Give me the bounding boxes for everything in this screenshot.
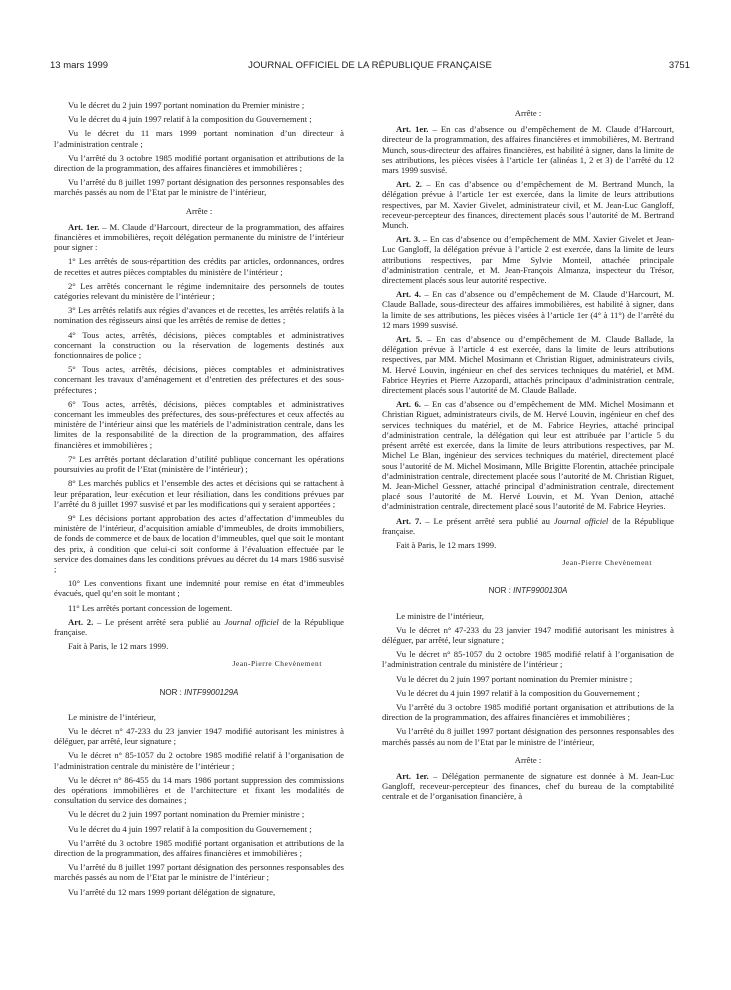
signoff: Fait à Paris, le 12 mars 1999. bbox=[396, 539, 497, 550]
article-paragraph bbox=[382, 771, 674, 802]
article-label: Art. 2. bbox=[396, 179, 422, 190]
list-item: 6° Tous actes, arrêtés, décisions, pièces comptables et administratives concernant les immeubles des préfectures, des sous-préfectures et ceux affectés au ministère de l’intérieur ainsi que les matériels de l’administration centrale, dans les limites de la responsabilité de la direction de la programmation, des affaires financières et immobilières ; bbox=[54, 398, 344, 450]
article-label: Art. 2. bbox=[68, 616, 94, 627]
article-label: Art. 1er. bbox=[396, 770, 429, 781]
article-label: Art. 1er. bbox=[396, 124, 429, 135]
article-text: – En cas d’absence ou d’empêchement de MM. Michel Mosimann et Christian Riguet, administrateurs civils, de M. Hervé Louvin, ingénieur en chef des services techniques du matériel, et de M. Fabrice Heyries, attaché principal d’administration centrale, la délégation qui leur est attribuée par l’article 5 du présent arrêté est exercée, dans la limite de leurs attributions respectives, par M. Michel Le Blan, ingénieur des services techniques du matériel, directement placé sous l’autorité de M. Michel Mosimann, Mlle Brigitte Florentin, attachée principale d’administration centrale, directement placée sous l’autorité de M. Christian Riguet, M. Jean-Michel Gessner, attaché principal d’administration centrale, directement placé sous l’autorité de M. Hervé Louvin, et M. Yvan Denion, attaché d’administration centrale, directement placé sous l’autorité de M. Fabrice Heyries. bbox=[382, 399, 675, 512]
list-item: 1° Les arrêtés de sous-répartition des crédits par articles, ordonnances, ordres de recettes et autres pièces comptables du ministère de l’intérieur ; bbox=[54, 256, 344, 277]
article-paragraph bbox=[382, 289, 674, 330]
visa-paragraph: Vu le décret n° 85-1057 du 2 octobre 1985 modifié relatif à l’organisation de l’administration centrale du ministère de l’intérieur ; bbox=[54, 750, 344, 771]
list-item: 9° Les décisions portant approbation des actes d’affectation d’immeubles du ministère de l’intérieur, d’acquisition amiable d’immeubles, de droits immobiliers, de fonds de commerce et de baux de location d’immeubles, quel que soit le montant des prix, à condition que celui-ci soit conforme à l’évaluation effectuée par le service des domaines dans les conditions prévues au décret du 14 mars 1986 susvisé ; bbox=[54, 512, 344, 574]
nor-reference bbox=[382, 586, 674, 596]
article-paragraph bbox=[382, 124, 674, 175]
visa-paragraph: Vu l’arrêté du 8 juillet 1997 portant désignation des personnes responsables des marchés passés au nom de l’Etat par le ministre de l’intérieur, bbox=[382, 726, 674, 747]
list-item: 2° Les arrêtés concernant le régime indemnitaire des personnels de toutes catégories relevant du ministère de l’intérieur ; bbox=[54, 280, 344, 302]
article-paragraph bbox=[382, 334, 674, 395]
article-text: – Le présent arrêté sera publié au bbox=[93, 616, 225, 627]
right-column bbox=[382, 100, 674, 806]
visa-paragraph: Vu le décret n° 47-233 du 23 janvier 1947 modifié autorisant les ministres à déléguer, par arrêté, leur signature ; bbox=[54, 725, 344, 747]
visa-paragraph: Vu l’arrêté du 3 octobre 1985 modifié portant organisation et attributions de la direction de la programmation, des affaires financières et immobilières ; bbox=[54, 152, 344, 174]
article-text: de la République française. bbox=[54, 616, 344, 637]
arrete-heading: Arrête : bbox=[514, 108, 542, 118]
list-item: 7° Les arrêtés portant déclaration d’utilité publique concernant les opérations poursuivies au profit de l’Etat (ministère de l’intérieur) ; bbox=[54, 453, 344, 475]
page-number: 3751 bbox=[668, 60, 690, 71]
header-date: 13 mars 1999 bbox=[50, 60, 109, 71]
visa-paragraph: Vu le décret du 2 juin 1997 portant nomination du Premier ministre ; bbox=[68, 809, 305, 820]
visa-paragraph: Vu le décret du 2 juin 1997 portant nomination du Premier ministre ; bbox=[396, 673, 633, 684]
signoff: Fait à Paris, le 12 mars 1999. bbox=[68, 641, 169, 652]
article-text: – En cas d’absence ou d’empêchement de M. Bertrand Munch, la délégation prévue à l’article 1er est exercée, dans la limite de leurs attributions respectives, par M. Xavier Givelet, administrateur civil, et M. Jean-Luc Gangloff, receveur-percepteur des finances, directement placés sous l’autorité de M. Bertrand Munch. bbox=[382, 179, 675, 231]
visa-paragraph: Vu le décret du 11 mars 1999 portant nomination d’un directeur à l’administration centrale ; bbox=[54, 128, 344, 149]
nor-label: NOR : bbox=[159, 687, 185, 697]
article-label: Art. 5. bbox=[396, 334, 423, 345]
nor-label: NOR : bbox=[488, 586, 514, 596]
minister-line: Le ministre de l’intérieur, bbox=[396, 610, 484, 621]
list-item: 3° Les arrêtés relatifs aux régies d’avances et de recettes, les arrêtés relatifs à la nomination des régisseurs ainsi que les arrêtés de remise de dettes ; bbox=[54, 305, 344, 326]
arrete-heading: Arrête : bbox=[185, 205, 213, 216]
article-text: – En cas d’absence ou d’empêchement de M. Claude d’Harcourt, M. Claude Ballade, sous-directeur des affaires immobilières, est habilité à signer, dans la limite de ses attributions, les pièces visées à l’article 1er (4° à 11°) de l’arrêté du 12 mars 1999 susvisé. bbox=[382, 289, 675, 330]
journal-title: JOURNAL OFFICIEL DE LA RÉPUBLIQUE FRANÇAISE bbox=[248, 60, 492, 71]
journal-name: Journal officiel bbox=[553, 515, 609, 526]
list-item: 11° Les arrêtés portant concession de logement. bbox=[68, 602, 233, 613]
list-item: 5° Tous actes, arrêtés, décisions, pièces comptables et administratives concernant les travaux d’aménagement et d’entretien des préfectures et des sous-préfectures ; bbox=[54, 364, 344, 395]
article-text: – M. Claude d’Harcourt, directeur de la programmation, des affaires financières et immobilières, reçoit délégation permanente du ministre de l’intérieur pour signer : bbox=[54, 221, 344, 253]
article-paragraph bbox=[382, 399, 674, 511]
article-paragraph bbox=[382, 234, 674, 285]
visa-paragraph: Vu le décret du 2 juin 1997 portant nomination du Premier ministre ; bbox=[68, 100, 305, 110]
visa-paragraph: Vu le décret n° 85-1057 du 2 octobre 1985 modifié relatif à l’organisation de l’administration centrale du ministère de l’intérieur ; bbox=[382, 649, 674, 670]
article-text: – Délégation permanente de signature est donnée à M. Jean-Luc Gangloff, receveur-percepteur des finances, chef du bureau de la comptabilité centrale et de l’organisation financière, à bbox=[382, 770, 674, 802]
left-column bbox=[54, 100, 344, 901]
nor-reference bbox=[54, 688, 344, 698]
journal-name: Journal officiel bbox=[224, 616, 279, 627]
arrete-heading: Arrête : bbox=[514, 754, 542, 765]
visa-paragraph: Vu l’arrêté du 8 juillet 1997 portant désignation des personnes responsables des marchés passés au nom de l’Etat par le ministre de l’intérieur ; bbox=[54, 862, 344, 883]
article-label: Art. 6. bbox=[396, 399, 421, 410]
visa-paragraph: Vu l’arrêté du 3 octobre 1985 modifié portant organisation et attributions de la direction de la programmation, des affaires financières et immobilières ; bbox=[382, 701, 674, 723]
article-text: – Le présent arrêté sera publié au bbox=[421, 515, 554, 526]
signature: Jean-Pierre Chevènement bbox=[232, 659, 322, 669]
article-label: Art. 7. bbox=[396, 515, 422, 526]
list-item: 4° Tous actes, arrêtés, décisions, pièces comptables et administratives concernant la construction ou la réservation de logements destinés aux fonctionnaires de police ; bbox=[54, 329, 344, 361]
visa-paragraph: Vu le décret n° 86-455 du 14 mars 1986 portant suppression des commissions des opérations immobilières et de l’architecture et fixant les modalités de consultation du service des domaines ; bbox=[54, 774, 344, 806]
visa-paragraph: Vu le décret du 4 juin 1997 relatif à la composition du Gouvernement ; bbox=[396, 687, 640, 698]
visa-paragraph: Vu l’arrêté du 8 juillet 1997 portant désignation des personnes responsables des marchés passés au nom de l’Etat par le ministre de l’intérieur, bbox=[54, 177, 344, 198]
article-text: – En cas d’absence ou d’empêchement de M. Claude Ballade, la délégation prévue à l’article 4 est exercée, dans la limite de leurs attributions respectives, par MM. Michel Mosimann et Christian Riguet, administrateurs civils, M. Hervé Louvin, ingénieur en chef des services techniques du matériel, et MM. Fabrice Heyries et Pierre Azzopardi, attachés principaux d’administration centrale, directement placés sous l’autorité de M. Claude Ballade. bbox=[382, 334, 674, 396]
article-2 bbox=[54, 617, 344, 637]
article-7 bbox=[382, 516, 674, 536]
article-label: Art. 4. bbox=[396, 289, 421, 300]
article-paragraph bbox=[382, 179, 674, 230]
signature: Jean-Pierre Chevènement bbox=[562, 558, 652, 568]
article-label: Art. 1er. bbox=[68, 221, 100, 232]
article-text: – En cas d’absence ou d’empêchement de MM. Xavier Givelet et Jean-Luc Gangloff, la délégation prévue à l’article 2 est exercée, dans la limite de leurs attributions respectives, par Mme Sylvie Monteil, attachée principale d’administration centrale, et M. Jean-François Almanza, inspecteur du Trésor, directement placés sous leur autorité respective. bbox=[382, 234, 674, 286]
visa-paragraph: Vu l’arrêté du 3 octobre 1985 modifié portant organisation et attributions de la direction de la programmation, des affaires financières et immobilières ; bbox=[54, 837, 344, 858]
visa-paragraph: Vu le décret n° 47-233 du 23 janvier 1947 modifié autorisant les ministres à déléguer, par arrêté, leur signature ; bbox=[382, 624, 674, 645]
nor-code: INTF9900129A bbox=[184, 687, 239, 697]
article-1 bbox=[54, 222, 344, 253]
visa-paragraph: Vu le décret du 4 juin 1997 relatif à la composition du Gouvernement ; bbox=[68, 114, 312, 125]
visa-paragraph: Vu l’arrêté du 12 mars 1999 portant délégation de signature, bbox=[68, 886, 276, 897]
article-text: de la République française. bbox=[382, 515, 674, 536]
list-item: 8° Les marchés publics et l’ensemble des actes et décisions qui se rattachent à leur préparation, leur exécution et leur résiliation, dans les conditions prévues par l’arrêté du 8 juillet 1997 susvisé et par les modifications qui y seraient apportées ; bbox=[54, 478, 344, 509]
visa-paragraph: Vu le décret du 4 juin 1997 relatif à la composition du Gouvernement ; bbox=[68, 823, 312, 834]
nor-code: INTF9900130A bbox=[513, 586, 568, 596]
article-text: – En cas d’absence ou d’empêchement de M. Claude d’Harcourt, directeur de la programmation, des affaires financières et immobilières, M. Bertrand Munch, sous-directeur des affaires financières, est habilité à signer, dans la limite de ses attributions, les pièces visées à l’article 1er (alinéas 1, 2 et 3) de l’arrêté du 12 mars 1999 susvisé. bbox=[382, 124, 674, 176]
article-label: Art. 3. bbox=[396, 234, 421, 245]
minister-line: Le ministre de l’intérieur, bbox=[68, 711, 156, 722]
list-item: 10° Les conventions fixant une indemnité pour remise en état d’immeubles évacués, quel qu’en soit le montant ; bbox=[54, 578, 344, 599]
page-header bbox=[50, 60, 690, 74]
